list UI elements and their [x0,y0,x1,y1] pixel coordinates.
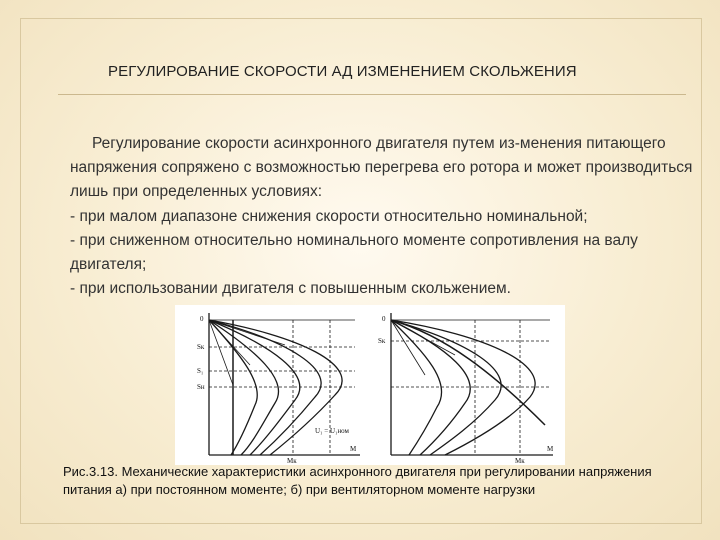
svg-text:S₁: S₁ [197,367,204,375]
plot-b [391,313,553,455]
slide-body [70,132,700,301]
svg-text:Mк: Mк [515,457,525,465]
characteristics-svg [175,305,565,465]
svg-text:Мк: Мк [287,457,297,465]
mechanical-characteristics-figure [175,305,565,465]
slide-title: РЕГУЛИРОВАНИЕ СКОРОСТИ АД ИЗМЕНЕНИЕМ СКОЛЬЖЕНИЯ [108,63,577,80]
intro-paragraph: Регулирование скорости асинхронного двигателя путем из-менения питающего напряжения сопряжено с возможностью перегрева его ротора и может производиться лишь при определенных условиях: [70,135,693,201]
fan-load-curve [391,320,545,425]
title-divider [58,94,686,95]
plot-b-labels [378,315,554,465]
plot-a-labels [197,315,357,465]
curve-u3 [209,320,300,455]
condition-item-1: - при малом диапазоне снижения скорости относительно номинальной; [70,207,588,225]
svg-text:0: 0 [200,315,204,323]
svg-text:M: M [350,445,357,453]
condition-item-2: - при сниженном относительно номинального моменте сопротивления на валу двигателя; [70,231,638,274]
svg-text:0: 0 [382,315,386,323]
svg-text:Sн: Sн [197,383,205,391]
curve-u2 [209,320,321,455]
condition-item-3: - при использовании двигателя с повышенным скольжением. [70,280,511,298]
svg-text:Sк: Sк [378,337,386,345]
figure-caption: Рис.3.13. Механические характеристики асинхронного двигателя при регулировании напряжения питания а) при постоянном моменте; б) при вентиляторном моменте нагрузки [63,464,652,497]
svg-text:Sк: Sк [197,343,205,351]
svg-text:U₁ = U₁ном: U₁ = U₁ном [315,427,349,435]
svg-text:M: M [547,445,554,453]
